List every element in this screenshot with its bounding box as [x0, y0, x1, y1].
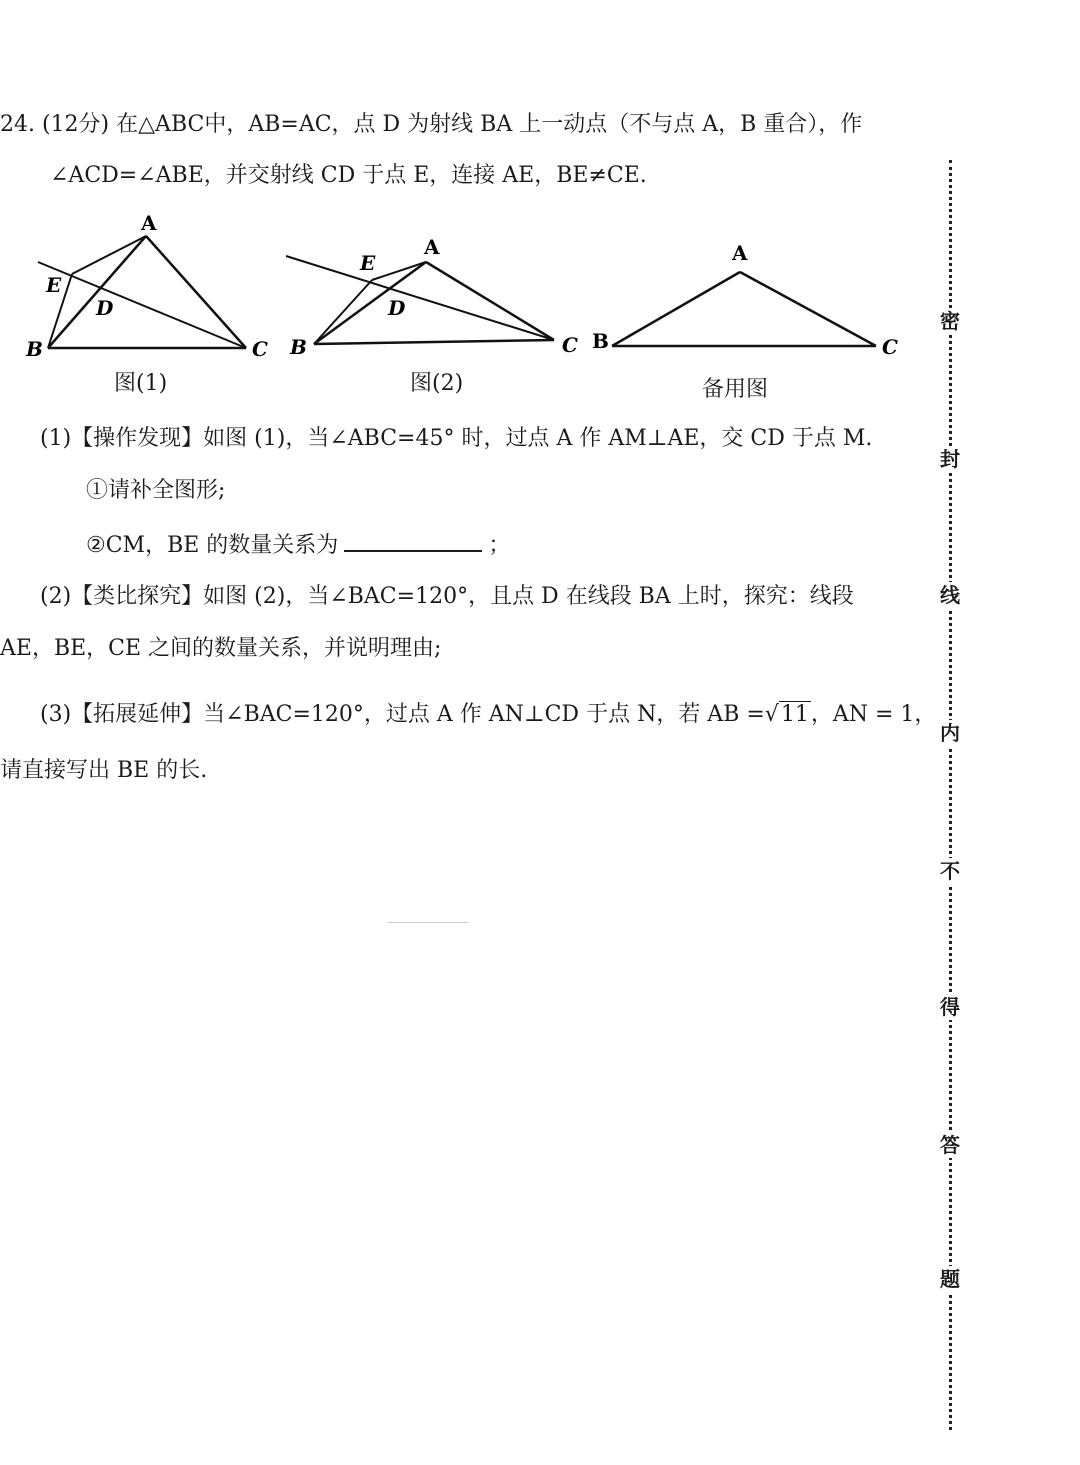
part1-line: (1)【操作发现】如图 (1)，当∠ABC=45° 时，过点 A 作 AM⊥AE，交 CD 于点 M. [40, 426, 873, 451]
dotted-seal-line [949, 160, 952, 1430]
fig2-label-d: D [388, 296, 406, 320]
fig1-label-e: E [46, 273, 62, 297]
scan-artifact-line [388, 922, 468, 923]
fig1-ray-cd [38, 262, 246, 348]
answer-blank [344, 528, 482, 552]
fig2-label-b: B [290, 335, 307, 359]
fig3-segment-ba [612, 272, 740, 346]
figure-1 [25, 211, 268, 361]
question-stem-line1: 24. (12分) 在△ABC中，AB=AC，点 D 为射线 BA 上一动点（不与点 A，B 重合），作 [0, 112, 863, 137]
fig1-caption: 图(1) [114, 371, 168, 396]
fig2-segment-bc [314, 340, 554, 344]
seal-char-4: 内 [936, 720, 964, 746]
fig3-label-c: C [882, 335, 898, 359]
fig2-label-a: A [424, 235, 440, 259]
fig2-ray-cd [286, 256, 554, 340]
seal-char-1: 密 [936, 308, 964, 334]
fig1-segment-ac [146, 236, 246, 348]
fig2-segment-ac [426, 262, 554, 340]
fig1-segment-ba [48, 236, 146, 348]
fig1-label-c: C [252, 337, 268, 361]
binding-margin [930, 160, 970, 1450]
fig1-label-d: D [96, 296, 114, 320]
figure-3-spare [592, 241, 898, 359]
fig1-segment-ae [72, 236, 146, 274]
seal-char-7: 答 [936, 1132, 964, 1158]
part3-line1-a: (3)【拓展延伸】当∠BAC=120°，过点 A 作 AN⊥CD 于点 N，若 AB = [40, 702, 765, 727]
part1-sub2-suffix: ； [488, 533, 511, 558]
fig3-caption: 备用图 [702, 377, 769, 402]
fig2-segment-be [314, 280, 372, 344]
fig1-label-b: B [26, 337, 43, 361]
fig3-segment-ac [740, 272, 876, 346]
sqrt-expression: √11 [764, 702, 809, 727]
fig2-label-c: C [562, 333, 578, 357]
fig3-label-b: B [592, 329, 609, 353]
seal-char-5: 不 [936, 858, 964, 884]
fig1-label-a: A [141, 211, 157, 235]
part3-line2: 请直接写出 BE 的长. [0, 758, 208, 783]
question-stem-line2: ∠ACD=∠ABE，并交射线 CD 于点 E，连接 AE，BE≠CE. [50, 163, 647, 188]
figure-2 [286, 235, 578, 359]
seal-char-2: 封 [936, 446, 964, 472]
seal-char-3: 线 [936, 582, 964, 608]
part2-line2: AE，BE，CE 之间的数量关系，并说明理由; [0, 636, 442, 661]
seal-char-8: 题 [936, 1266, 964, 1292]
part1-sub1: ①请补全图形; [86, 478, 226, 503]
part3-line1 [40, 700, 936, 730]
sqrt-radicand: 11 [780, 702, 809, 727]
fig2-caption: 图(2) [410, 371, 464, 396]
part1-sub2 [86, 528, 510, 561]
fig3-label-a: A [732, 241, 748, 265]
fig2-label-e: E [360, 251, 376, 275]
part2-line1: (2)【类比探究】如图 (2)，当∠BAC=120°，且点 D 在线段 BA 上时，探究：线段 [40, 584, 854, 609]
part3-line1-b: ，AN = 1， [810, 702, 937, 727]
fig2-segment-ae [372, 262, 426, 280]
part1-sub2-prefix: ②CM，BE 的数量关系为 [86, 533, 339, 558]
seal-char-6: 得 [936, 994, 964, 1020]
